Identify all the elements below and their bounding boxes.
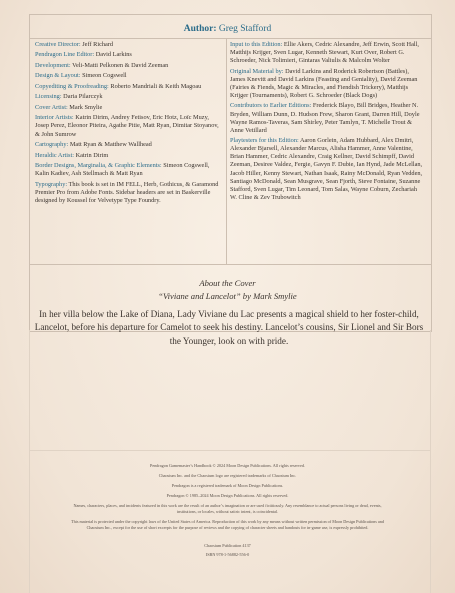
author-name: Greg Stafford: [218, 24, 272, 34]
credit-label: Design & Layout:: [35, 72, 81, 80]
credit-label: Border Designs, Marginalia, & Graphic Elements:: [35, 162, 162, 170]
credit-entry: [35, 83, 222, 91]
credit-entry: [35, 152, 222, 160]
credit-value: Simeon Cogswell: [82, 72, 127, 80]
credit-label: Creative Director:: [35, 41, 81, 48]
credit-label: Licensing:: [35, 93, 62, 101]
right-border-lower: [430, 330, 431, 593]
credit-entry: [35, 72, 222, 80]
credit-label: Interior Artists:: [35, 114, 74, 122]
credit-label: Pendragon Line Editor:: [35, 51, 95, 59]
right-credits-column: [230, 41, 425, 204]
cover-description: In her villa below the Lake of Diana, Lady Viviane du Lac presents a magical shield to her foster-child, Lancelot, before his departure for Camelot to seek his destiny. Lancelot’s cousins, Sir Lionel and Sir Bors the Younger, look on with pride.: [34, 309, 424, 346]
left-border-lower: [29, 330, 30, 593]
legal-trademark: Chaosium Inc. and the Chaosium logo are registered trademarks of Chaosium Inc.: [158, 473, 297, 478]
credit-label: Cover Artist:: [35, 103, 68, 111]
credit-label: Development:: [35, 61, 71, 69]
legal-reproduction-notice: This material is protected under the copyright laws of the United States of America. Reproduction of this work by any means without written permission of Moon Design Publications and Chaosium Inc., except for the use of short excerpts for the purpose of reviews and the copying of character sheets and handouts for in-game use, is expressly prohibited.: [71, 519, 384, 530]
credit-value: Frederick Blayo, Bill Bridges, Heather N. Bryden, William Dunn, D. Hudson Frew, Sharon Grant, Darren Hill, Doyle Wayne Ramos-Taveras, Sam Shirley, Peter Tamlyn, T. Michelle Trout & Anne Vetillard: [230, 102, 420, 134]
credit-entry: [35, 51, 222, 59]
credit-entry: [35, 41, 222, 49]
credit-entry: [230, 102, 425, 134]
legal-fiction-notice: Names, characters, places, and incidents featured in this work are the result of an author’s imagination or are used fictitiously. Any resemblance to actual persons living or dead, events, institutions, or locales, without satiric intent, is coincidental.: [73, 503, 382, 514]
credit-value: This book is set in IM FELL, Herb, Gothicus, & Garamond Premier Pro from Adobe Fonts. Sidebar headers are set in Baskerville designed by Koussel for Velvetype Type Foundry.: [35, 180, 219, 204]
author-line: [0, 24, 455, 34]
credit-value: David Larkins: [95, 51, 132, 59]
credit-value: Katrin Dirim, Andrey Fetisov, Eric Hotz, Loïc Muzy, Josep Perez, Eleonor Piteira, Agathe Pitie, Matt Ryan, Dimitar Stoyanov, & John Sumrow: [35, 114, 219, 138]
credit-label: Cartography:: [35, 141, 69, 149]
credit-entry: [35, 93, 222, 101]
credit-value: Ellie Akers, Cedric Alexandre, Jeff Erwin, Scott Hall, Matthijs Krijger, Sven Lugar, Kenneth Stewart, Kurt Over, Robert G. Schroeder, Nick Tolimieri, Gintaras Valiulis & Malcolm Wolter: [230, 41, 419, 65]
credit-entry: [230, 41, 425, 65]
publication-number: Chaosium Publication 4137: [204, 543, 251, 548]
author-label: Author:: [183, 24, 217, 34]
credit-label: Original Material by:: [230, 67, 284, 75]
lower-divider: [29, 450, 431, 451]
credit-value: Simeon Cogswell, Kalin Kadiev, Ash Stellmach & Matt Ryan: [35, 162, 210, 178]
credits-bottom-divider: [29, 264, 432, 265]
credit-value: Mark Smylie: [69, 103, 103, 111]
credit-label: Copyediting & Proofreading:: [35, 82, 109, 90]
credit-entry: [35, 114, 222, 138]
credit-entry: [35, 181, 222, 205]
isbn: ISBN 978-1-56882-556-0: [205, 552, 250, 557]
credit-value: Veli-Matti Pelkonen & David Zeeman: [72, 61, 169, 69]
credit-value: Matt Ryan & Matthew Wallhead: [69, 141, 152, 149]
credit-label: Heraldic Artist:: [35, 151, 74, 159]
credit-label: Typography:: [35, 180, 68, 188]
credit-value: Daria Pilarczyk: [63, 93, 103, 101]
left-credits-column: [35, 41, 222, 207]
header-divider: [29, 38, 432, 39]
credit-entry: [230, 68, 425, 100]
credit-label: Input to this Edition:: [230, 41, 283, 48]
credit-entry: [35, 104, 222, 112]
credit-entry: [230, 137, 425, 202]
credit-entry: [35, 162, 222, 178]
legal-copyright: Pendragon Gamemaster’s Handbook © 2024 Moon Design Publications. All rights reserved.: [150, 463, 305, 468]
credit-value: Katrin Dirim: [75, 151, 109, 159]
credit-label: Playtesters for this Edition:: [230, 137, 299, 145]
about-cover-title: “Viviane and Lancelot” by Mark Smylie: [158, 291, 297, 301]
about-cover-heading: About the Cover: [199, 278, 256, 288]
legal-copyright-range: Pendragon © 1985–2024 Moon Design Publications. All rights reserved.: [166, 493, 289, 498]
credit-value: David Larkins and Roderick Robertson (Battles), James Knevitt and David Larkins (Feasting and Geniality), David Zeeman (Fairies & Fiends, Magic & Miracles, and Fiendish Trickery), Matthijs Krijger (Tournaments), Robert G. Schroeder (Black Dogs): [230, 67, 418, 99]
credit-value: Roberto Mandriali & Keith Magoau: [110, 82, 202, 90]
credit-entry: [35, 141, 222, 149]
legal-trademark-pendragon: Pendragon is a registered trademark of Moon Design Publications.: [171, 483, 284, 488]
column-divider: [226, 38, 227, 264]
credit-entry: [35, 62, 222, 70]
credit-label: Contributors to Earlier Editions:: [230, 102, 312, 110]
credit-value: Aaron Gorlein, Adam Hubbard, Alex Dmitri, Alexander Bjarsell, Alexander Marcus, Alisha Hammer, Anne Valentine, Brian Hammer, Cedric Alexandre, Craig Kellner, David Schimpff, David Zeeman, Desiree Valdez, Fergie, Gavyn F. Dubie, Ian Hynd, Jade McLellan, Jacob Hiller, Kenny Stewart, Nathan Isaak, Rainy McDonald, Ryan Vedden, Santiago McDonald, Sean Musgrave, Sean Fjorth, Steve Fontaine, Suzanne Stafford, Sven Lugar, Tim Leonard, Tom Salas, Wayne Coburn, Zechariah W. Cline & Zev Trubowitch: [230, 137, 423, 201]
credit-value: Jeff Richard: [82, 41, 114, 48]
